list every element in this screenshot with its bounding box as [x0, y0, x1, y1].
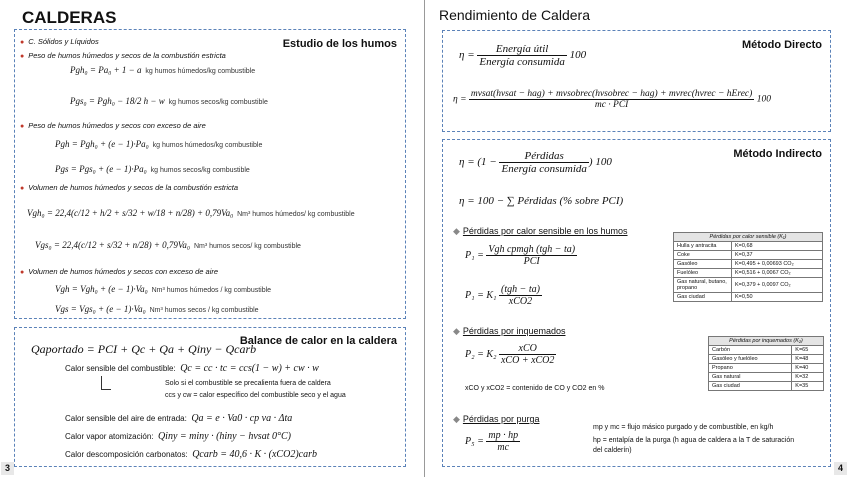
formula-1: Pgh₀ = Pa₀ + 1 − a kg humos húmedos/kg combustible [70, 65, 256, 75]
slide-title: CALDERAS [22, 8, 117, 27]
table-row: Gas ciudad K=0,50 [674, 293, 823, 302]
table-row: Carbón K=65 [709, 346, 824, 355]
page-number: 3 [1, 462, 14, 475]
table-row: Propano K=40 [709, 364, 824, 373]
p2-note: xCO y xCO2 = contenido de CO y CO2 en % [465, 385, 605, 392]
formula-2: Pgs₀ = Pgh₀ − 18/2 h − w kg humos secos/kg combustible [70, 96, 268, 106]
table-row: Gasóleo y fuelóleo K=48 [709, 355, 824, 364]
indirect-eq-2: η = 100 − ∑ Pérdidas (% sobre PCI) [459, 195, 624, 207]
directo-box [442, 30, 831, 132]
purge-note-2: hp = entalpía de la purga (h agua de caldera a la T de saturación [593, 437, 795, 444]
formula-7: Vgh = Vgh₀ + (e − 1)·Va₀ Nm³ humos húmedos / kg combustible [55, 284, 272, 294]
balance-box [14, 327, 406, 467]
humos-box [14, 29, 406, 319]
box-heading: Método Indirecto [733, 148, 822, 160]
direct-eq-1: η = $\frac{\text{Energía útil}}{\text{Energía consumida}}$ 100 [459, 43, 587, 68]
bullet-2: ● Peso de humos húmedos y secos con exceso de aire [20, 121, 206, 130]
p5-eq: P₅ = $\frac{mp \cdot hp}{mc}$ [465, 430, 519, 453]
p2-eq: P₂ = K₂ $\frac{\text{xCO}}{\text{xCO + xCO2}}$ [465, 343, 555, 366]
table-inquemados [708, 336, 824, 391]
formula-8: Vgs = Vgs₀ + (e − 1)·Va₀ Nm³ humos secos / kg combustible [55, 304, 259, 314]
indirect-eq-1: η = (1 − $\frac{\text{Pérdidas}}{\text{Energía consumida}}$ ) 100 [459, 150, 612, 175]
table-row: Gas ciudad K=35 [709, 382, 824, 391]
bullet-4: ● Volumen de humos húmedos y secos con exceso de aire [20, 267, 218, 276]
table-row: Gas natural, butano, propano K=0,379 + 0,0097 CO₂ [674, 278, 823, 293]
box-heading: Estudio de los humos [282, 38, 397, 50]
table-header: Pérdidas por inquemados (K₂) [709, 337, 824, 346]
direct-eq-2: η = mvsat(hvsat − hag) + mvsobrec(hvsobrec − hag) + mvrec(hvrec − hErec) mc · PCI 100 [453, 89, 771, 110]
table-row: Fuelóleo K=0,516 + 0,0067 CO₂ [674, 269, 823, 278]
table-row: Coke K=0,37 [674, 251, 823, 260]
formula-4: Pgs = Pgs₀ + (e − 1)·Pa₀ kg humos secos/kg combustible [55, 164, 250, 174]
section-inquemados: ◆ Pérdidas por inquemados [453, 326, 566, 337]
purge-note-3: del calderín) [593, 447, 632, 454]
box-heading: Método Directo [741, 39, 822, 51]
table-row: Gas natural K=32 [709, 373, 824, 382]
section-purga: ◆ Pérdidas por purga [453, 414, 539, 425]
qa-line: Calor sensible del aire de entrada: Qa = e · Va0 · cp va · Δta [65, 413, 293, 424]
table-header: Pérdidas por calor sensible (K₁) [674, 233, 823, 242]
bullet-3: ● Volumen de humos húmedos y secos de la combustión estricta [20, 183, 238, 192]
slide-title: Rendimiento de Caldera [439, 7, 590, 23]
section-label: ● C. Sólidos y Líquidos [20, 37, 99, 46]
note-arrow [101, 376, 111, 390]
main-equation: Qaportado = PCI + Qc + Qa + Qiny − Qcarb [31, 342, 257, 356]
qc-line: Calor sensible del combustible: Qc = cc · tc = ccs(1 − w) + cw · w [65, 363, 319, 374]
table-row: Gasóleo K=0,495 + 0,00693 CO₂ [674, 260, 823, 269]
formula-6: Vgs₀ = 22,4(c/12 + s/32 + n/28) + 0,79Va₀ Nm³ humos secos/ kg combustible [35, 240, 301, 250]
p1-eq-a: P₁ = $\frac{\text{Vgh cpmgh (tgh − ta)}}{\text{PCI}}$ [465, 244, 576, 267]
page-number: 4 [834, 462, 847, 475]
box-heading: Balance de calor en la caldera [239, 335, 397, 347]
note-2: ccs y cw = calor específico del combustible seco y el agua [165, 392, 346, 399]
indirecto-box [442, 139, 831, 467]
qiny-line: Calor vapor atomización: Qiny = miny · (hiny − hvsat 0°C) [65, 431, 291, 442]
formula-3: Pgh = Pgh₀ + (e − 1)·Pa₀ kg humos húmedos/kg combustible [55, 139, 263, 149]
bullet-1: ● Peso de humos húmedos y secos de la combustión estricta [20, 51, 226, 60]
note-1: Solo si el combustible se precalienta fuera de caldera [165, 380, 331, 387]
table-row: Hulla y antracita K=0,68 [674, 242, 823, 251]
qcarb-line: Calor descomposición carbonatos: Qcarb = 40,6 · K · (xCO2)carb [65, 449, 317, 460]
slide-right [424, 0, 848, 477]
section-sensible: ◆ Pérdidas por calor sensible en los humos [453, 226, 628, 237]
table-sensible [673, 232, 823, 302]
p1-eq-b: P₁ = K₁ $\frac{\text{(tgh − ta)}}{\text{xCO2}}$ [465, 284, 540, 307]
formula-5: Vgh₀ = 22,4(c/12 + h/2 + s/32 + w/18 + n/28) + 0,79Va₀ Nm³ humos húmedos/ kg combustible [27, 208, 355, 218]
purge-note-1: mp y mc = flujo másico purgado y de combustible, en kg/h [593, 424, 774, 431]
